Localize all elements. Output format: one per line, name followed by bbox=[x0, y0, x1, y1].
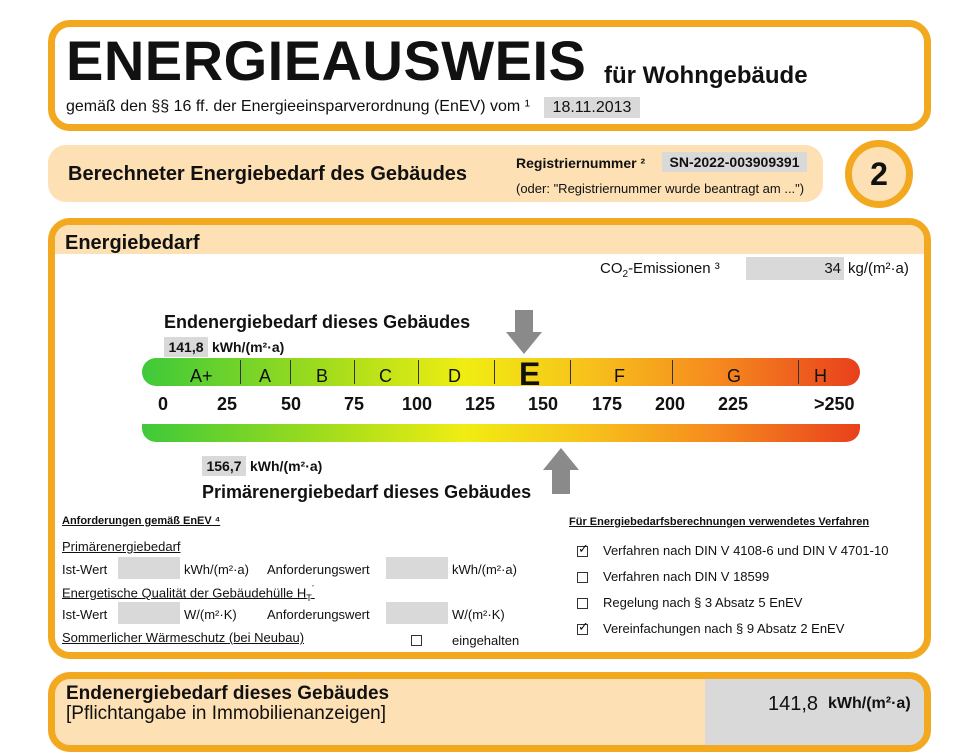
ist-value-label: Ist-Wert bbox=[62, 607, 108, 622]
summer-protection-label: Sommerlicher Wärmeschutz (bei Neubau) bbox=[62, 630, 305, 645]
method-label: Regelung nach § 3 Absatz 5 EnEV bbox=[603, 595, 803, 610]
bottom-summary-unit: kWh/(m²·a) bbox=[828, 695, 911, 712]
requirements-title: Anforderungen gemäß EnEV ⁴ bbox=[62, 515, 221, 527]
primary-energy-marker-arrow bbox=[543, 448, 579, 494]
scale-divider bbox=[672, 360, 673, 384]
scale-divider bbox=[494, 360, 495, 384]
primary-energy-value-field: 156,7 bbox=[202, 456, 246, 476]
envelope-requirement-value-field[interactable] bbox=[386, 602, 448, 624]
co2-unit: kg/(m²·a) bbox=[848, 260, 909, 277]
bottom-summary-value: 141,8 bbox=[768, 693, 819, 715]
registration-label: Registriernummer ² bbox=[516, 155, 646, 171]
scale-tick: >250 bbox=[814, 394, 855, 414]
summer-protection-fulfilled-label: eingehalten bbox=[452, 633, 520, 648]
bottom-summary-subtitle: [Pflichtangabe in Immobilienanzeigen] bbox=[66, 703, 387, 724]
scale-divider bbox=[570, 360, 571, 384]
envelope-ist-unit: W/(m²·K) bbox=[184, 607, 237, 622]
co2-value-field: 34 bbox=[746, 257, 844, 280]
scale-class-d: D bbox=[448, 366, 461, 386]
primary-ist-unit: kWh/(m²·a) bbox=[184, 562, 249, 577]
scale-tick: 200 bbox=[655, 394, 686, 414]
scale-divider bbox=[418, 360, 419, 384]
end-energy-title: Endenergiebedarf dieses Gebäudes bbox=[164, 312, 471, 332]
method-label: Vereinfachungen nach § 9 Absatz 2 EnEV bbox=[603, 621, 845, 636]
primary-energy-unit: kWh/(m²·a) bbox=[250, 458, 323, 474]
registration-number-field: SN-2022-003909391 bbox=[662, 152, 807, 172]
envelope-requirement-unit: W/(m²·K) bbox=[452, 607, 505, 622]
envelope-ist-value-field[interactable] bbox=[118, 602, 180, 624]
co2-label: $CO_2$-Emissionen ³ bbox=[600, 260, 720, 280]
issue-date-field: 18.11.2013 bbox=[544, 97, 640, 118]
requirement-value-label: Anforderungswert bbox=[267, 562, 370, 577]
document-title-suffix: für Wohngebäude bbox=[604, 62, 808, 89]
scale-divider bbox=[354, 360, 355, 384]
scale-tick: 225 bbox=[718, 394, 749, 414]
band-title: Berechneter Energiebedarf des Gebäudes bbox=[68, 163, 468, 185]
scale-class-a: A bbox=[259, 366, 272, 386]
bottom-summary-title: Endenergiebedarf dieses Gebäudes bbox=[66, 683, 390, 704]
primary-requirement-value-field[interactable] bbox=[386, 557, 448, 579]
method-checkbox-paragraph-3[interactable] bbox=[577, 598, 588, 609]
method-checkbox-paragraph-9[interactable] bbox=[577, 624, 588, 635]
page-number-badge bbox=[845, 140, 913, 208]
scale-divider bbox=[798, 360, 799, 384]
end-energy-marker-arrow bbox=[506, 310, 542, 354]
scale-class-f: F bbox=[614, 366, 625, 386]
summer-protection-checkbox[interactable] bbox=[411, 635, 422, 646]
scale-tick: 125 bbox=[465, 394, 496, 414]
energy-scale-bar bbox=[142, 358, 862, 444]
method-checkbox-din-4108[interactable] bbox=[577, 546, 588, 557]
envelope-quality-heading: Energetische Qualität der Gebäudehülle $H_T^´$ bbox=[62, 584, 315, 603]
primary-energy-title: Primärenergiebedarf dieses Gebäudes bbox=[202, 482, 532, 502]
document-subtitle: gemäß den §§ 16 ff. der Energieeinsparverordnung (EnEV) vom ¹ bbox=[66, 98, 530, 115]
scale-class-b: B bbox=[316, 366, 329, 386]
end-energy-unit: kWh/(m²·a) bbox=[212, 339, 285, 355]
requirement-value-label: Anforderungswert bbox=[267, 607, 370, 622]
primary-requirement-unit: kWh/(m²·a) bbox=[452, 562, 517, 577]
current-efficiency-class: E bbox=[519, 356, 541, 392]
scale-tick: 75 bbox=[344, 394, 365, 414]
registration-note: (oder: "Registriernummer wurde beantragt am ...") bbox=[516, 181, 805, 196]
scale-tick: 25 bbox=[217, 394, 238, 414]
method-label: Verfahren nach DIN V 4108-6 und DIN V 4701-10 bbox=[603, 543, 889, 558]
ist-value-label: Ist-Wert bbox=[62, 562, 108, 577]
scale-tick: 100 bbox=[402, 394, 433, 414]
page-number: 2 bbox=[870, 156, 888, 192]
scale-tick: 50 bbox=[281, 394, 302, 414]
document-title: ENERGIEAUSWEIS bbox=[66, 29, 587, 92]
scale-class-c: C bbox=[379, 366, 392, 386]
primary-ist-value-field[interactable] bbox=[118, 557, 180, 579]
scale-class-h: H bbox=[814, 366, 827, 386]
scale-class-g: G bbox=[727, 366, 742, 386]
method-checkbox-din-18599[interactable] bbox=[577, 572, 588, 583]
scale-tick: 0 bbox=[158, 394, 169, 414]
scale-class-a-plus: A+ bbox=[190, 366, 213, 386]
energy-demand-title: Energiebedarf bbox=[65, 232, 200, 254]
scale-tick: 150 bbox=[528, 394, 559, 414]
end-energy-value-field: 141,8 bbox=[164, 337, 208, 357]
method-label: Verfahren nach DIN V 18599 bbox=[603, 569, 770, 584]
methods-title: Für Energiebedarfsberechnungen verwendetes Verfahren bbox=[569, 516, 870, 528]
scale-tick: 175 bbox=[592, 394, 623, 414]
scale-divider bbox=[290, 360, 291, 384]
scale-divider bbox=[240, 360, 241, 384]
primary-energy-requirement-heading: Primärenergiebedarf bbox=[62, 539, 181, 554]
